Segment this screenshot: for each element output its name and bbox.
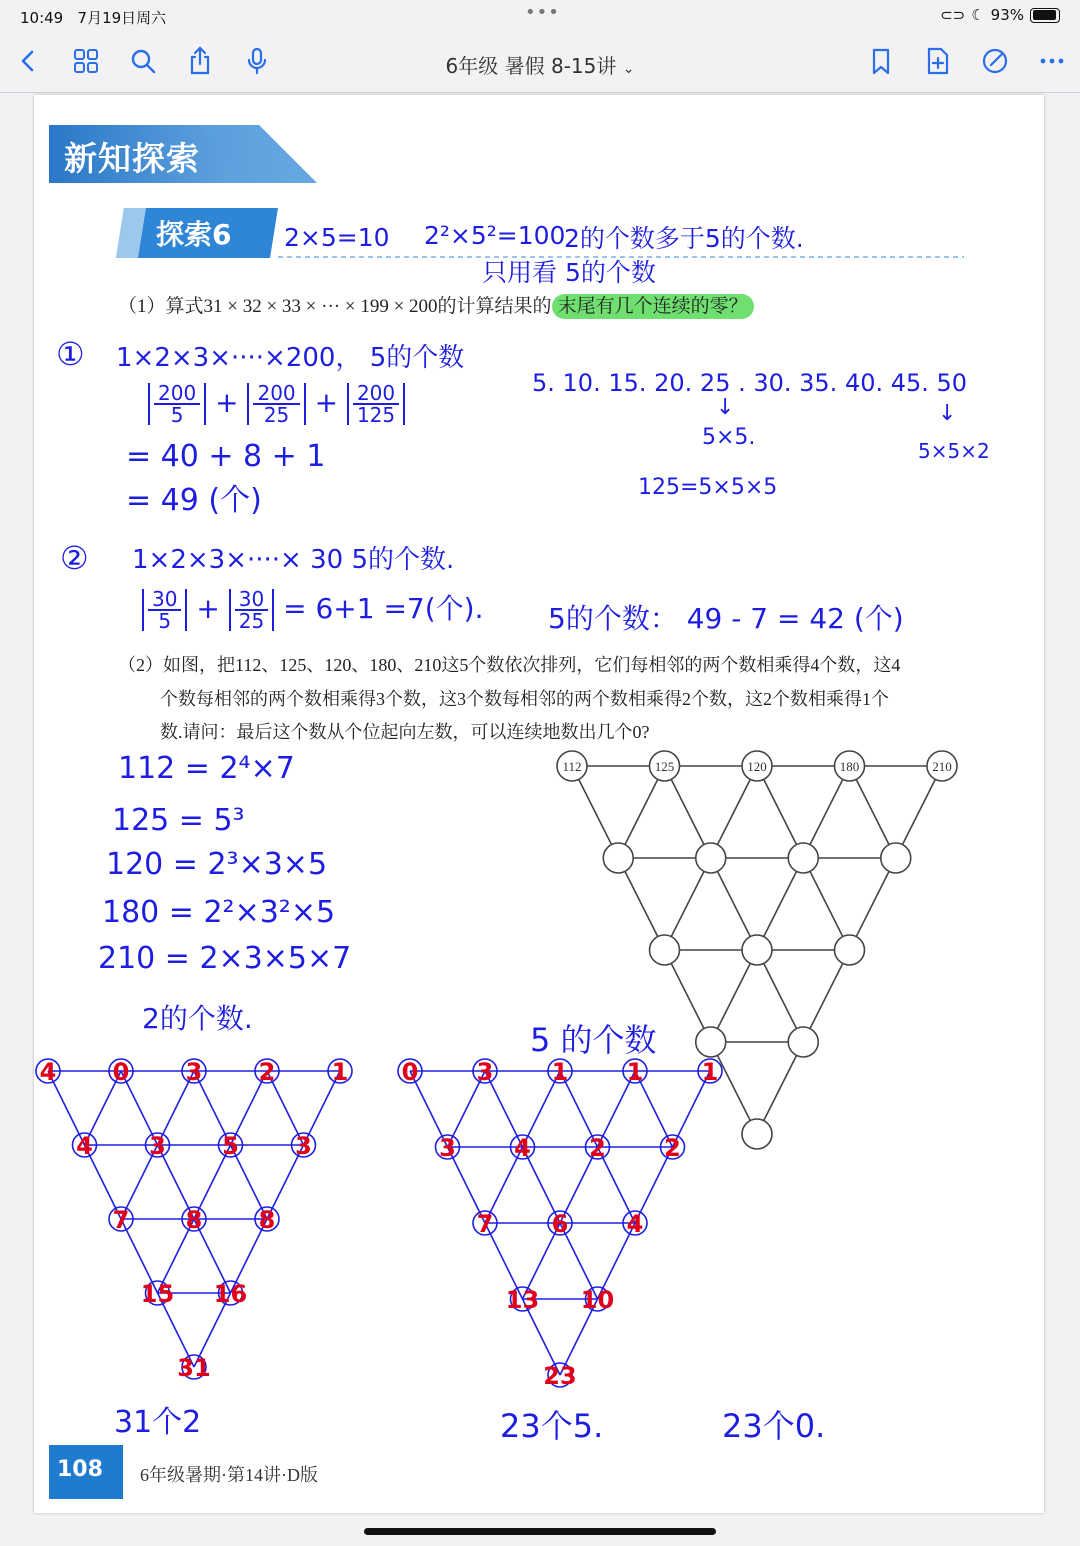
fives-triangle-label: 23	[543, 1362, 577, 1390]
note-product-200: 1×2×3×····×200， 5的个数	[116, 343, 465, 373]
circle-2-label: ②	[60, 539, 89, 577]
fives-triangle-label: 3	[476, 1058, 494, 1086]
home-indicator[interactable]	[364, 1528, 716, 1535]
note-count-of-5: 5 的个数	[530, 1021, 657, 1059]
page-footer: 6年级暑期·第14讲·D版	[140, 1465, 318, 1485]
note-count-of-2: 2的个数.	[142, 1002, 253, 1035]
note-result-49: = 49 (个)	[126, 483, 262, 518]
fives-triangle-label: 3	[439, 1134, 456, 1162]
note-product-30: 1×2×3×····× 30 5的个数.	[132, 545, 455, 575]
document-title[interactable]: 6年级 暑假 8-15讲 ⌄	[445, 54, 635, 78]
moon-icon: ☾	[971, 6, 985, 24]
fives-triangle-label: 2	[664, 1134, 681, 1162]
page-number-badge: 108	[49, 1445, 123, 1499]
question-2-line3: 数.请问：最后这个数从个位起向左数，可以连续地数出几个0?	[160, 722, 650, 742]
printed-triangle-node	[881, 843, 911, 873]
more-icon[interactable]	[1035, 44, 1069, 78]
note-50-factor: 5×5×2	[918, 439, 990, 463]
printed-triangle-node	[696, 1027, 726, 1057]
bookmark-icon[interactable]	[864, 44, 898, 78]
note-factor-112: 112 = 2⁴×7	[118, 751, 295, 786]
fives-triangle-label: 1	[701, 1058, 719, 1086]
printed-triangle-label: 210	[932, 759, 952, 774]
note-2x5: 2×5=10	[284, 223, 390, 252]
status-time: 10:49 7月19日周六	[20, 9, 167, 27]
printed-triangle-node	[603, 843, 633, 873]
twos-triangle-label: 7	[112, 1206, 130, 1234]
printed-triangle-label: 120	[747, 759, 767, 774]
section-banner: 新知探索	[49, 125, 317, 183]
twos-triangle-label: 31	[177, 1354, 211, 1382]
arrow-icon: ↓	[716, 395, 735, 420]
question-2-line1: （2）如图，把112、125、120、180、210这5个数依次排列，它们每相邻的两个数相乘得4个数，这4	[118, 655, 901, 675]
note-factor-125: 125 = 5³	[112, 803, 245, 838]
printed-triangle-node	[788, 1027, 818, 1057]
status-bar	[0, 0, 1080, 32]
twos-triangle-label: 4	[76, 1132, 93, 1160]
floor-fraction-sum: $\frac{200}{5}$ + $\frac{200}{25}$ + $\frac{200}{125}$	[148, 383, 405, 425]
app-toolbar	[0, 32, 1080, 93]
fives-triangle-label: 13	[505, 1286, 540, 1314]
link-icon: ⊂⊃	[940, 6, 966, 24]
printed-triangle-label: 112	[562, 759, 582, 774]
note-factor-120: 120 = 2³×3×5	[106, 847, 328, 882]
circle-1-label: ①	[56, 335, 85, 373]
fives-triangle-label: 6	[551, 1210, 569, 1238]
twos-triangle-label: 3	[295, 1132, 312, 1160]
fives-triangle-label: 1	[626, 1058, 644, 1086]
document-page[interactable]	[34, 95, 1044, 1513]
question-2-line2: 个数每相邻的两个数相乘得3个数，这3个数每相邻的两个数相乘得2个数，这2个数相乘得1个	[160, 689, 889, 709]
note-factor-210: 210 = 2×3×5×7	[98, 941, 352, 976]
note-25-factor: 5×5.	[702, 425, 756, 450]
fives-triangle-label: 4	[626, 1210, 644, 1238]
battery-indicator: ⊂⊃ ☾ 93%	[940, 6, 1060, 24]
multitask-dots[interactable]: •••	[525, 2, 560, 23]
fives-triangle-label: 1	[551, 1058, 569, 1086]
fives-triangle-label: 0	[401, 1058, 419, 1086]
answer-23-fives: 23个5.	[500, 1407, 604, 1445]
fives-triangle-label: 4	[514, 1134, 531, 1162]
twos-triangle-label: 16	[213, 1280, 248, 1308]
twos-triangle-label: 2	[258, 1058, 276, 1086]
note-sum-line: = 40 + 8 + 1	[126, 439, 326, 474]
printed-triangle-node	[742, 1119, 772, 1149]
twos-triangle-label: 4	[39, 1058, 57, 1086]
note-2sq-5sq: 2²×5²=100	[424, 221, 566, 250]
floor-fraction-sum-30: $\frac{30}{5}$ + $\frac{30}{25}$ = 6+1 =7(个).	[142, 587, 483, 631]
twos-triangle-label: 5	[222, 1132, 239, 1160]
add-page-icon[interactable]	[921, 44, 955, 78]
note-final-42: 5的个数： 49 - 7 = 42 (个)	[548, 602, 904, 635]
question-1-text: （1）算式31 × 32 × 33 × ··· × 199 × 200的计算结果的 末尾有几个连续的零？	[118, 291, 754, 318]
answer-23-zeros: 23个0.	[722, 1407, 826, 1445]
twos-triangle-label: 3	[185, 1058, 203, 1086]
chevron-down-icon: ⌄	[622, 61, 635, 77]
twos-triangle-label: 15	[140, 1280, 175, 1308]
explore-tag: 探索6	[116, 208, 278, 258]
printed-triangle-node	[788, 843, 818, 873]
twos-triangle-label: 1	[331, 1058, 349, 1086]
note-multiples-of-5: 5. 10. 15. 20. 25 . 30. 35. 40. 45. 50	[532, 369, 968, 397]
note-only-5: 只用看 5的个数	[482, 258, 656, 287]
answer-31-twos: 31个2	[114, 1405, 202, 1440]
note-2-more-than-5: 2的个数多于5的个数.	[564, 224, 804, 253]
twos-triangle-label: 0	[112, 1058, 130, 1086]
printed-triangle-node	[650, 935, 680, 965]
triangle-diagrams	[34, 95, 1044, 1513]
highlighted-text: 末尾有几个连续的零？	[552, 294, 754, 319]
printed-triangle-label: 180	[839, 759, 860, 774]
twos-triangle-label: 3	[149, 1132, 166, 1160]
printed-triangle-label: 125	[654, 759, 675, 774]
twos-triangle-label: 8	[258, 1206, 276, 1234]
printed-triangle-node	[742, 935, 772, 965]
fives-triangle-label: 7	[476, 1210, 494, 1238]
pen-icon[interactable]	[978, 44, 1012, 78]
printed-triangle-node	[696, 843, 726, 873]
fives-triangle-label: 2	[589, 1134, 606, 1162]
printed-triangle-node	[835, 935, 865, 965]
note-factor-180: 180 = 2²×3²×5	[102, 895, 336, 930]
arrow-icon: ↓	[938, 401, 957, 426]
fives-triangle-label: 10	[580, 1286, 615, 1314]
note-125-factor: 125=5×5×5	[638, 475, 778, 500]
twos-triangle-label: 8	[185, 1206, 203, 1234]
